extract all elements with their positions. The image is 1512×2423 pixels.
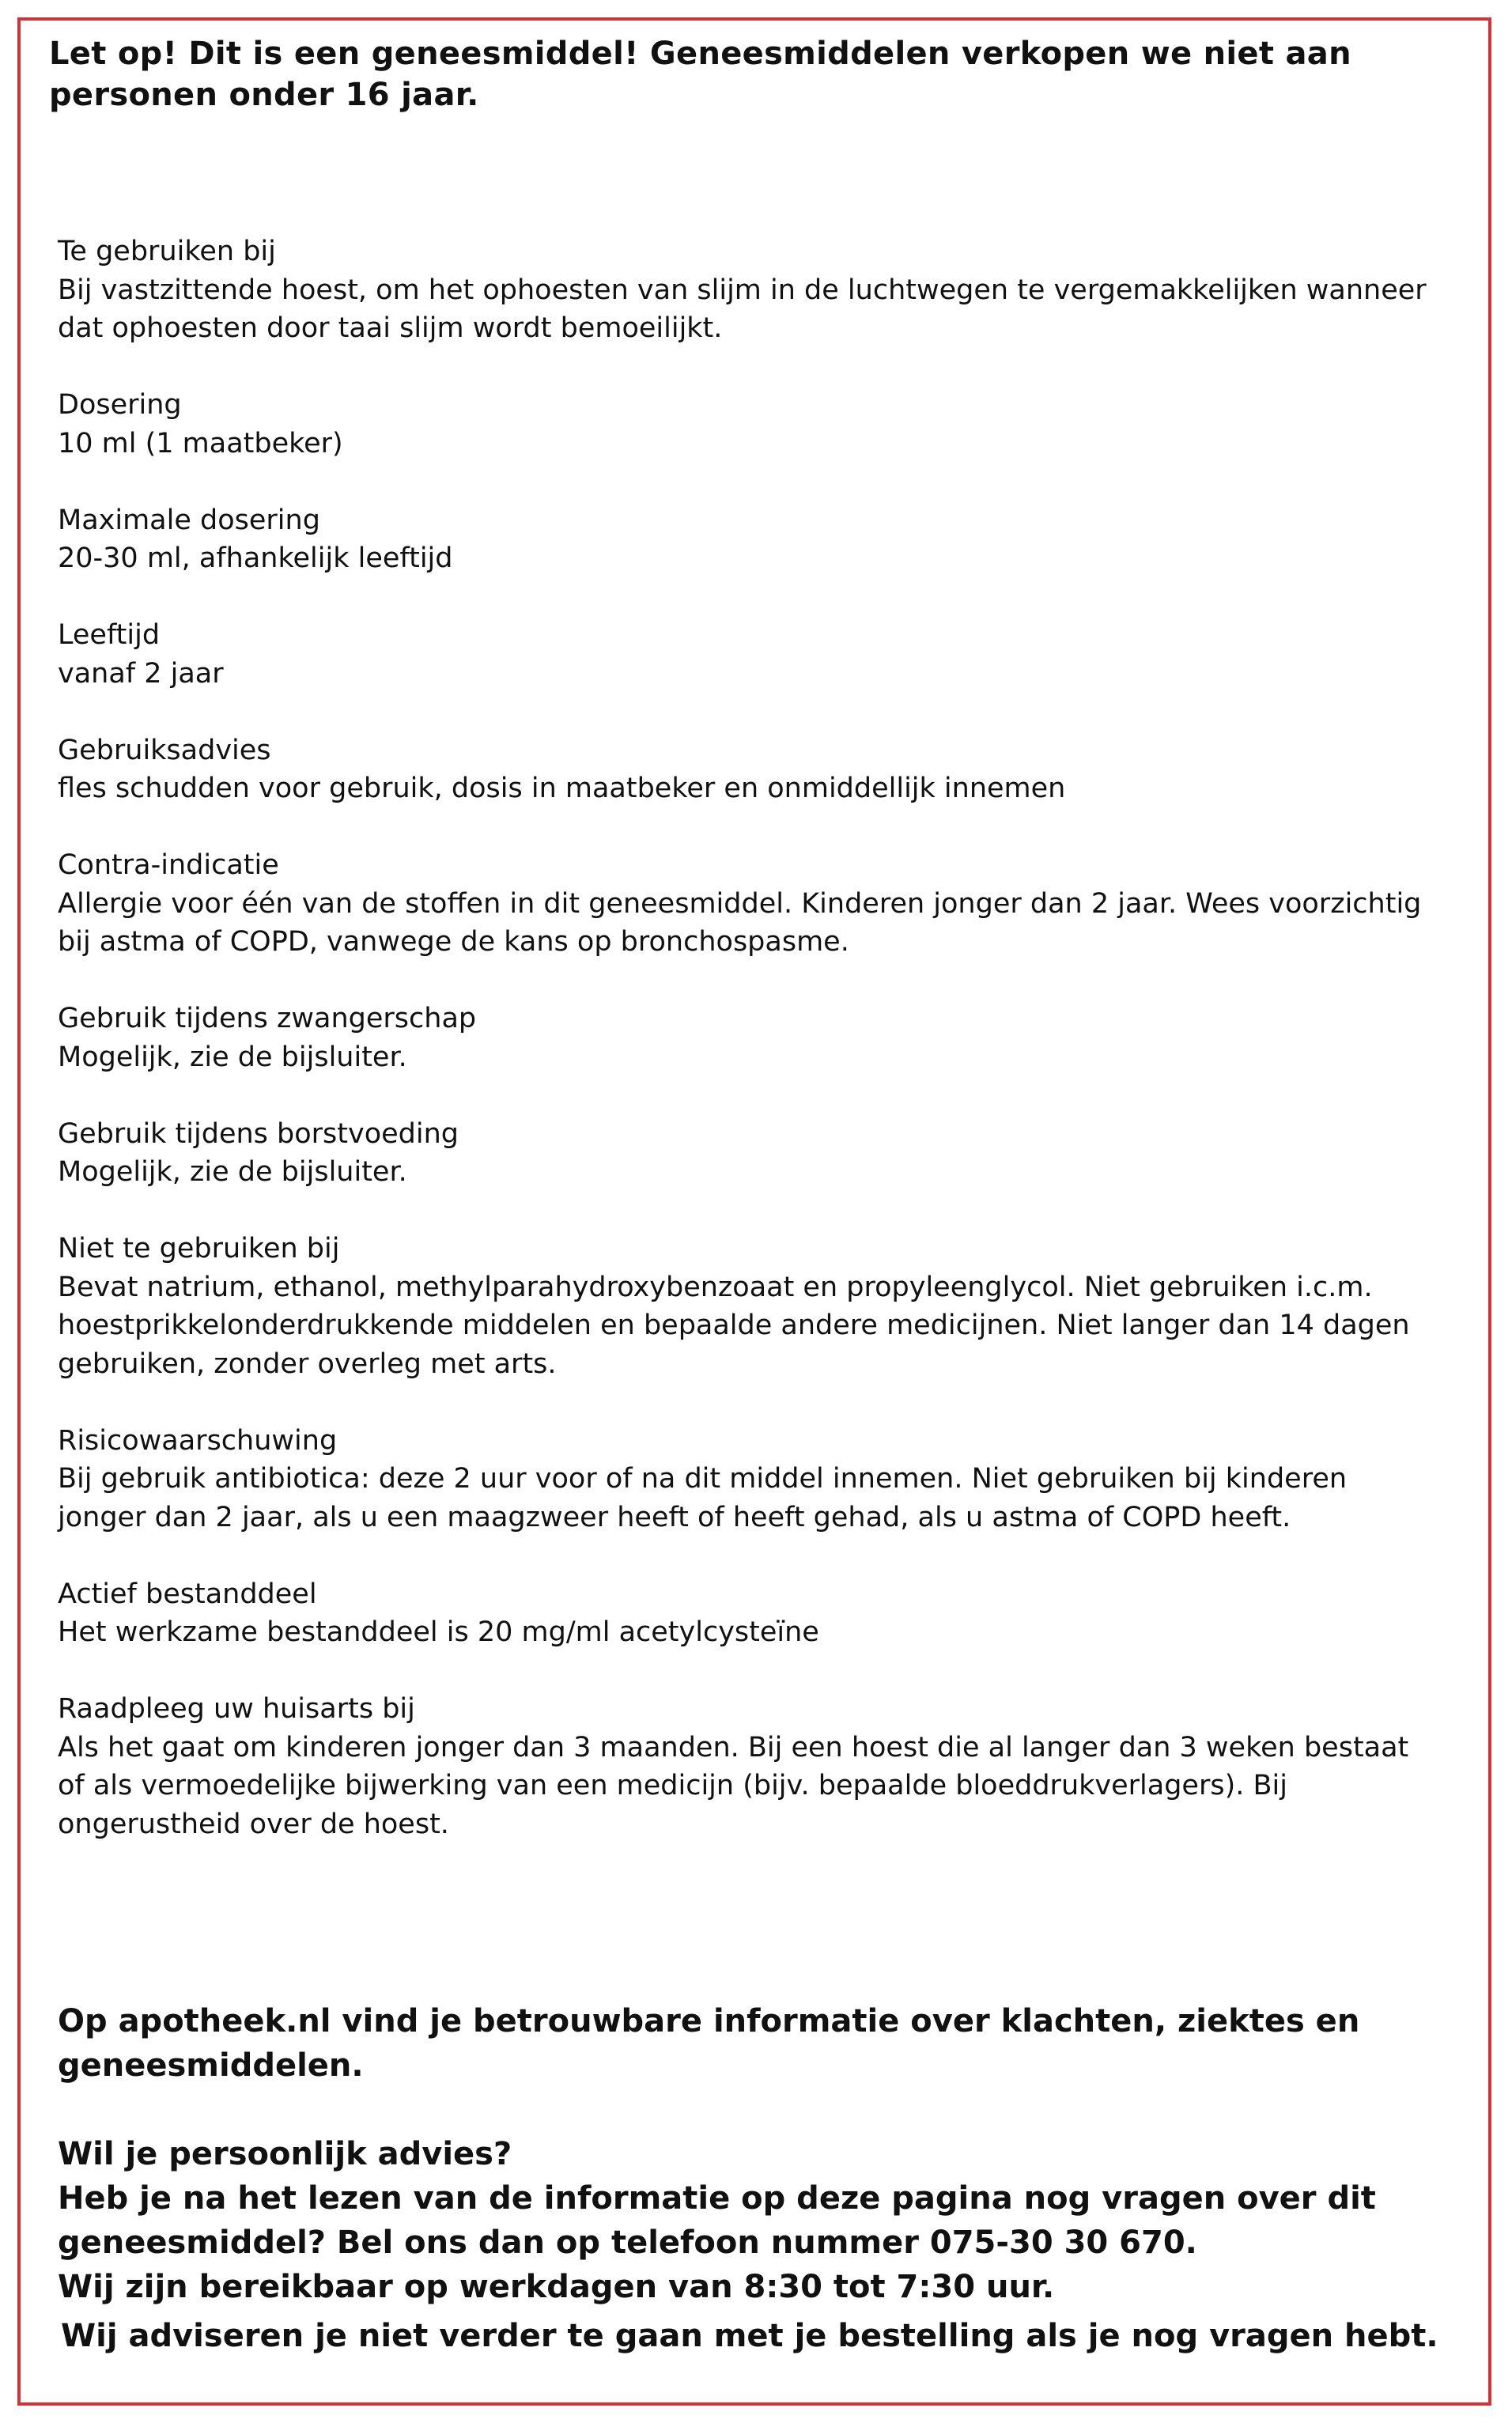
section-max-dosage bbox=[58, 501, 1457, 578]
section-body: Allergie voor één van de stoffen in dit geneesmiddel. Kinderen jonger dan 2 jaar. Wees voorzichtig bij astma of COPD, vanwege de kans op bronchospasme. bbox=[58, 887, 1422, 958]
section-heading: Te gebruiken bij bbox=[58, 236, 276, 267]
section-consult-doctor bbox=[58, 1690, 1457, 1843]
section-active-ingredient bbox=[58, 1575, 1457, 1652]
section-heading: Dosering bbox=[58, 389, 182, 421]
age-warning: Let op! Dit is een geneesmiddel! Geneesmiddelen verkopen we niet aan personen onder 16 jaar. bbox=[49, 36, 1351, 113]
section-heading: Actief bestanddeel bbox=[58, 1578, 317, 1610]
section-body: 20-30 ml, afhankelijk leeftijd bbox=[58, 542, 453, 574]
section-body: Mogelijk, zie de bijsluiter. bbox=[58, 1041, 407, 1073]
section-heading: Contra-indicatie bbox=[58, 849, 279, 881]
section-heading: Raadpleeg uw huisarts bij bbox=[58, 1693, 415, 1725]
section-do-not-use bbox=[58, 1230, 1457, 1383]
section-heading: Risicowaarschuwing bbox=[58, 1424, 338, 1457]
section-body: Mogelijk, zie de bijsluiter. bbox=[58, 1156, 407, 1188]
info-text: Op apotheek.nl vind je betrouwbare informatie over klachten, ziektes en geneesmiddelen. bbox=[58, 2003, 1360, 2084]
section-body: Bij vastzittende hoest, om het ophoesten van slijm in de luchtwegen te vergemakkelijken wanneer dat ophoesten door taai slijm wordt bemoeilijkt. bbox=[58, 274, 1427, 344]
opening-hours: Wij zijn bereikbaar op werkdagen van 8:30 tot 7:30 uur. bbox=[58, 2269, 1055, 2305]
section-body: vanaf 2 jaar bbox=[58, 657, 224, 690]
section-usage bbox=[58, 232, 1457, 348]
section-dosage bbox=[58, 386, 1457, 463]
product-info-sections bbox=[58, 232, 1457, 1882]
section-risk-warning bbox=[58, 1422, 1457, 1537]
section-heading: Niet te gebruiken bij bbox=[58, 1233, 340, 1264]
section-body: Als het gaat om kinderen jonger dan 3 maanden. Bij een hoest die al langer dan 3 weken bestaat of als vermoedelijke bijwerking van een medicijn (bijv. bepaalde bloeddrukverlagers). Bij ongerustheid over de hoest. bbox=[58, 1731, 1409, 1840]
section-body: Bevat natrium, ethanol, methylparahydroxybenzoaat en propyleenglycol. Niet gebruiken i.c.m. hoestprikkelonderdrukkende middelen en bepaalde andere medicijnen. Niet langer dan 14 dagen gebruiken, zonder overleg met arts. bbox=[58, 1271, 1410, 1380]
order-recommendation: Wij adviseren je niet verder te gaan met je bestelling als je nog vragen hebt. bbox=[61, 2318, 1438, 2354]
section-breastfeeding bbox=[58, 1115, 1457, 1192]
section-body: fles schudden voor gebruik, dosis in maatbeker en onmiddellijk innemen bbox=[58, 773, 1066, 804]
spacer bbox=[58, 2088, 1450, 2132]
section-contraindication bbox=[58, 846, 1457, 962]
section-body: Het werkzame bestanddeel is 20 mg/ml acetylcysteïne bbox=[58, 1616, 819, 1648]
section-heading: Gebruik tijdens zwangerschap bbox=[58, 1003, 477, 1034]
advice-title: Wil je persoonlijk advies? bbox=[58, 2136, 512, 2172]
section-pregnancy bbox=[58, 1000, 1457, 1076]
section-age bbox=[58, 616, 1457, 693]
section-heading: Maximale dosering bbox=[58, 504, 320, 536]
contact-footer bbox=[58, 1999, 1450, 2358]
section-heading: Gebruik tijdens borstvoeding bbox=[58, 1117, 459, 1150]
section-usage-advice bbox=[58, 731, 1457, 808]
section-heading: Leeftijd bbox=[58, 619, 161, 651]
section-body: Bij gebruik antibiotica: deze 2 uur voor of na dit middel innemen. Niet gebruiken bij kinderen jonger dan 2 jaar, als u een maagzweer heeft of heeft gehad, als u astma of COPD heeft. bbox=[58, 1463, 1348, 1533]
advice-text: Heb je na het lezen van de informatie op deze pagina nog vragen over dit geneesmiddel? Bel ons dan op telefoon nummer 075-30 30 670. bbox=[58, 2180, 1376, 2261]
section-heading: Gebruiksadvies bbox=[58, 734, 271, 766]
section-body: 10 ml (1 maatbeker) bbox=[58, 427, 343, 459]
